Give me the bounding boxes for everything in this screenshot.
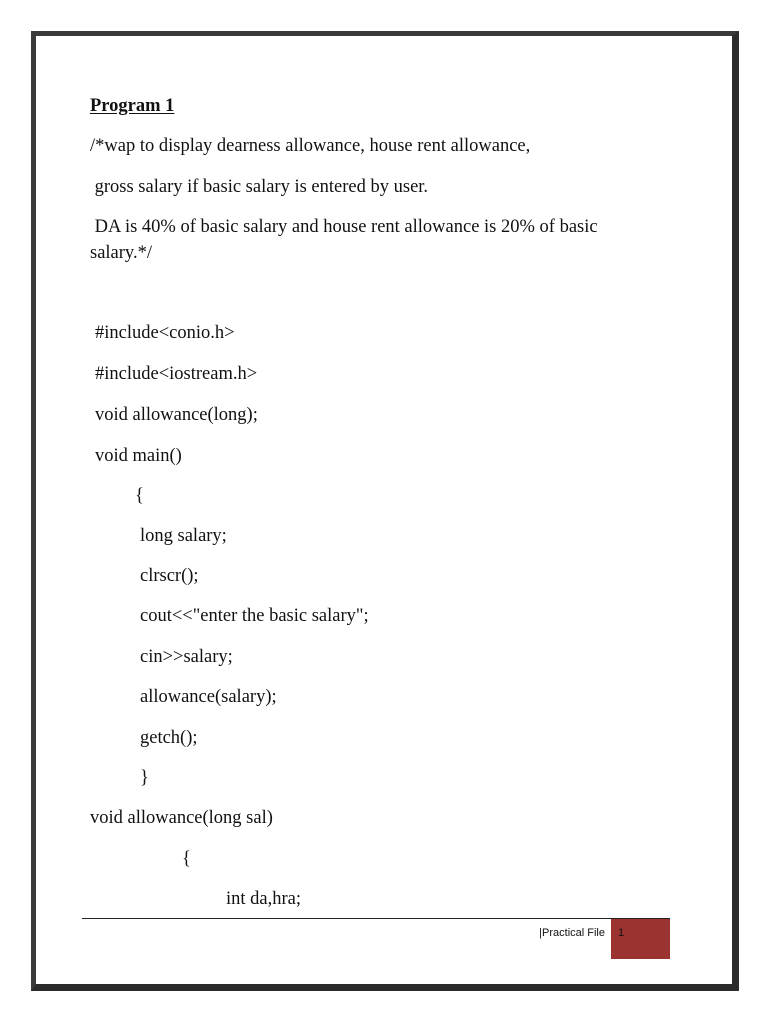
page-frame bbox=[31, 31, 739, 991]
code-line: { bbox=[135, 486, 144, 506]
code-line: long salary; bbox=[140, 526, 227, 546]
code-line: cout<<"enter the basic salary"; bbox=[140, 606, 369, 626]
intro-line: DA is 40% of basic salary and house rent allowance is 20% of basic bbox=[90, 217, 598, 237]
code-line: clrscr(); bbox=[140, 566, 199, 586]
intro-line: salary.*/ bbox=[90, 243, 152, 263]
code-line: int da,hra; bbox=[226, 889, 302, 909]
code-line: #include<conio.h> bbox=[95, 323, 235, 343]
code-line: #include<iostream.h> bbox=[95, 364, 258, 384]
code-line: void main() bbox=[95, 446, 182, 466]
code-line: allowance(salary); bbox=[140, 687, 277, 707]
intro-line: gross salary if basic salary is entered by user. bbox=[90, 177, 429, 197]
footer-divider bbox=[82, 918, 670, 919]
intro-line: /*wap to display dearness allowance, house rent allowance, bbox=[90, 136, 531, 156]
footer-label: |Practical File bbox=[539, 927, 605, 939]
code-line: { bbox=[182, 849, 191, 869]
code-line: void allowance(long); bbox=[95, 405, 258, 425]
page-number-box bbox=[611, 919, 670, 959]
page-number: 1 bbox=[618, 927, 625, 939]
code-line: getch(); bbox=[140, 728, 198, 748]
code-line: cin>>salary; bbox=[140, 647, 233, 667]
program-title: Program 1 bbox=[90, 96, 175, 116]
code-line: void allowance(long sal) bbox=[90, 808, 273, 828]
code-line: } bbox=[140, 768, 149, 788]
